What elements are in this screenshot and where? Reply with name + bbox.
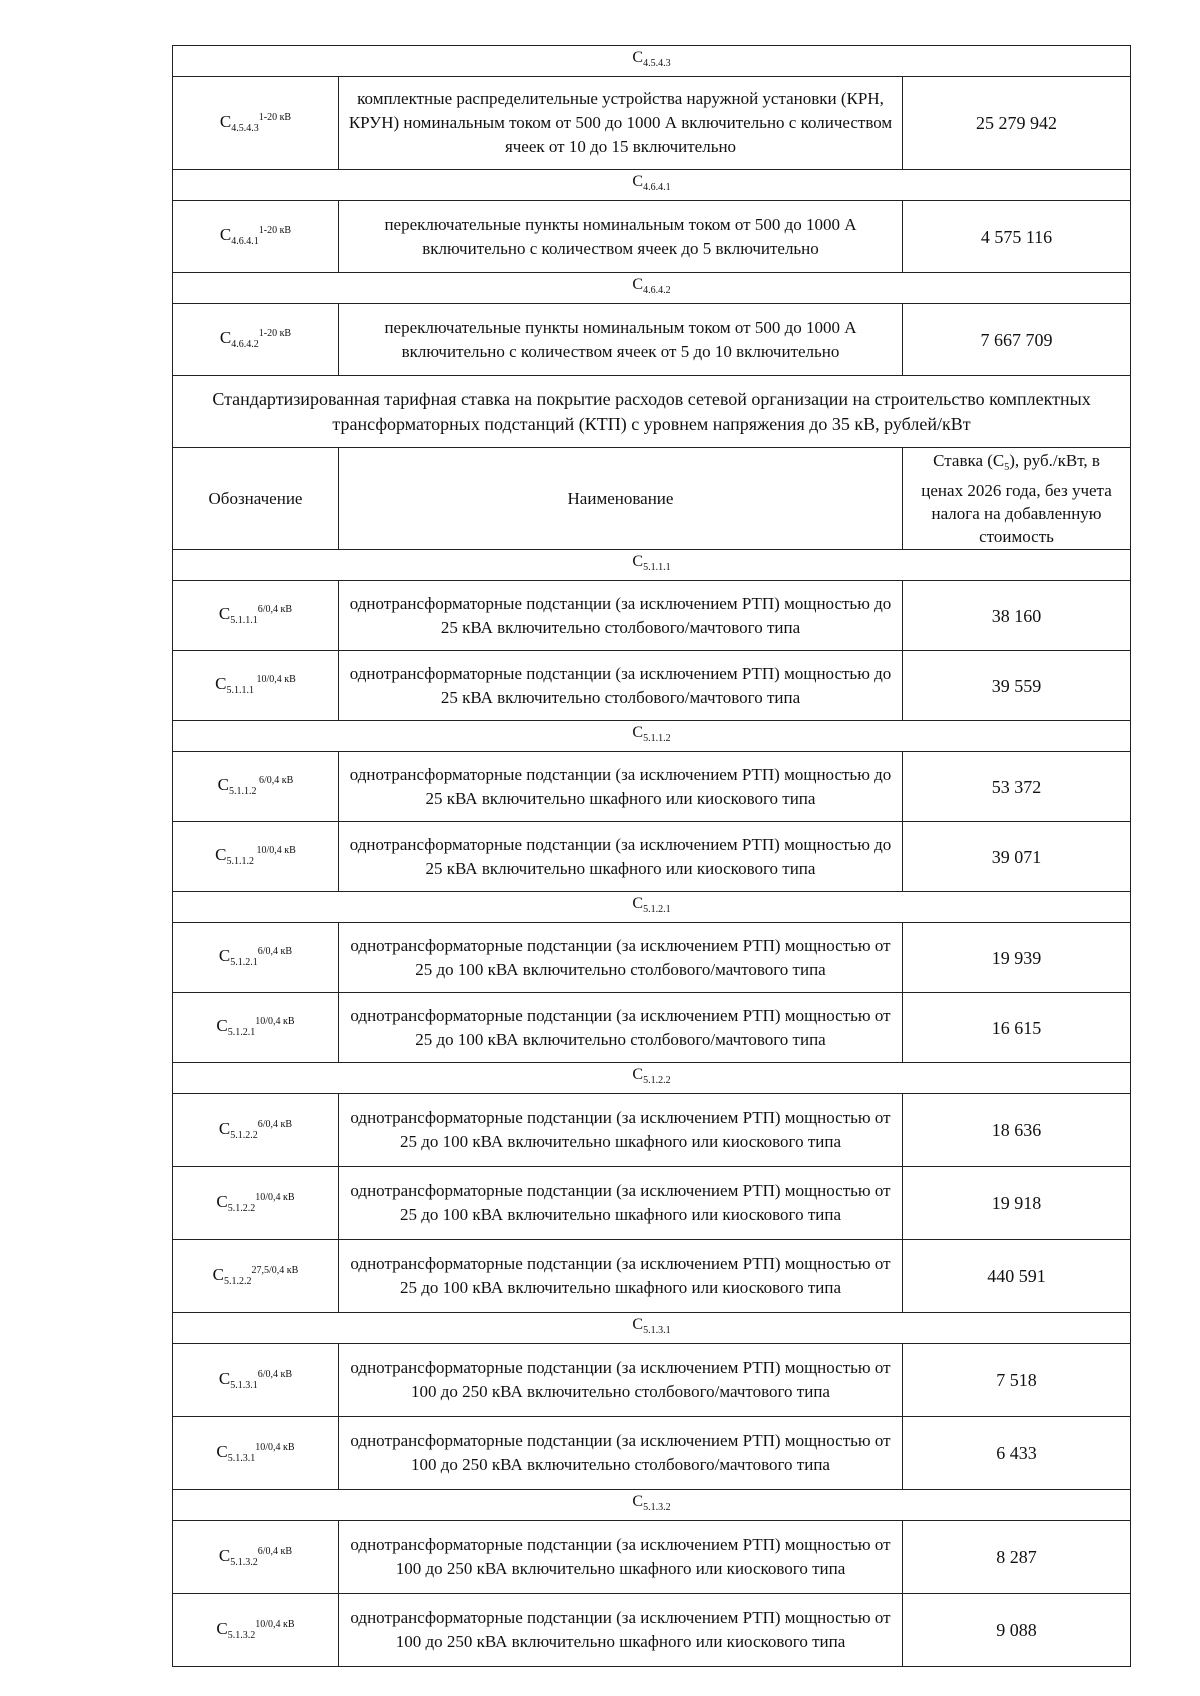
group-header-row xyxy=(173,273,1131,304)
rate-value: 7 667 709 xyxy=(903,304,1131,376)
rate-code-base: C xyxy=(215,674,227,693)
rate-code-subscript: 5.1.3.2 xyxy=(230,1556,258,1568)
rate-description: однотрансформаторные подстанции (за исключением РТП) мощностью от 100 до 250 кВА включительно столбового/мачтового типа xyxy=(339,1344,903,1417)
group-code-base: C xyxy=(632,724,644,741)
rate-code-voltage: 1-20 кВ xyxy=(258,225,292,236)
substation-rates-body xyxy=(173,550,1131,1667)
section-title: Стандартизированная тарифная ставка на покрытие расходов сетевой организации на строительство комплектных трансформаторных подстанций (КТП) с уровнем напряжения до 35 кВ, рублей/кВт xyxy=(173,376,1131,448)
rate-code xyxy=(173,993,339,1063)
group-code-base: C xyxy=(632,49,644,66)
rate-code-voltage: 10/0,4 кВ xyxy=(255,1191,295,1203)
rate-description: однотрансформаторные подстанции (за исключением РТП) мощностью от 100 до 250 кВА включительно столбового/мачтового типа xyxy=(339,1417,903,1490)
rate-value: 18 636 xyxy=(903,1094,1131,1167)
rate-code-base: C xyxy=(216,1191,228,1211)
rate-code xyxy=(173,1344,339,1417)
rate-code-voltage: 6/0,4 кВ xyxy=(257,604,293,615)
group-code xyxy=(173,1063,1131,1094)
group-code-subscript: 5.1.2.2 xyxy=(643,1075,671,1086)
table-row xyxy=(173,1417,1131,1490)
group-code-base: C xyxy=(632,1493,644,1510)
rate-code-voltage: 10/0,4 кВ xyxy=(255,1618,295,1630)
rate-code xyxy=(173,1521,339,1594)
group-code-subscript: 4.5.4.3 xyxy=(643,58,671,69)
table-row xyxy=(173,752,1131,822)
table-row xyxy=(173,581,1131,651)
rate-code-subscript: 5.1.2.1 xyxy=(230,957,258,968)
rate-code xyxy=(173,752,339,822)
rate-code-voltage: 1-20 кВ xyxy=(258,111,292,123)
rate-code-voltage: 27,5/0,4 кВ xyxy=(251,1264,299,1276)
group-code xyxy=(173,1490,1131,1521)
group-header-row xyxy=(173,1490,1131,1521)
rate-description: однотрансформаторные подстанции (за исключением РТП) мощностью от 100 до 250 кВА включительно шкафного или киоскового типа xyxy=(339,1521,903,1594)
rate-code-subscript: 4.6.4.1 xyxy=(231,236,259,247)
group-code xyxy=(173,1313,1131,1344)
rate-value: 7 518 xyxy=(903,1344,1131,1417)
rate-code-base: C xyxy=(218,604,231,623)
rate-code-subscript: 5.1.2.2 xyxy=(224,1275,252,1287)
rate-code-voltage: 10/0,4 кВ xyxy=(254,845,296,856)
rate-code-base: C xyxy=(219,225,232,244)
rate-code xyxy=(173,923,339,993)
group-code-base: C xyxy=(632,1066,644,1083)
rate-code-voltage: 10/0,4 кВ xyxy=(254,674,296,685)
rate-code-subscript: 5.1.1.2 xyxy=(226,856,255,867)
group-header-row xyxy=(173,721,1131,752)
rate-value: 6 433 xyxy=(903,1417,1131,1490)
rate-code-base: C xyxy=(219,328,232,347)
group-code-subscript: 4.6.4.2 xyxy=(643,285,671,296)
rate-code-base: C xyxy=(216,1618,228,1638)
table-row xyxy=(173,651,1131,721)
tariff-table xyxy=(172,45,1131,1667)
rate-code-subscript: 5.1.2.2 xyxy=(227,1202,256,1214)
rate-value: 440 591 xyxy=(903,1240,1131,1313)
rate-value: 19 918 xyxy=(903,1167,1131,1240)
rate-description: однотрансформаторные подстанции (за исключением РТП) мощностью от 25 до 100 кВА включительно столбового/мачтового типа xyxy=(339,993,903,1063)
rate-code-base: C xyxy=(219,111,232,131)
group-header-row xyxy=(173,170,1131,201)
rate-description: однотрансформаторные подстанции (за исключением РТП) мощностью от 25 до 100 кВА включительно шкафного или киоскового типа xyxy=(339,1094,903,1167)
table-row xyxy=(173,1240,1131,1313)
rate-code-voltage: 10/0,4 кВ xyxy=(255,1016,295,1027)
rate-code-base: C xyxy=(218,1368,231,1388)
group-header-row xyxy=(173,1313,1131,1344)
column-header-code: Обозначение xyxy=(173,448,339,550)
rate-code-subscript: 5.1.1.1 xyxy=(226,685,255,696)
rate-code-subscript: 5.1.2.2 xyxy=(230,1129,258,1141)
rate-description: комплектные распределительные устройства наружной установки (КРН, КРУН) номинальным током от 500 до 1000 А включительно с количеством ячеек от 10 до 15 включительно xyxy=(339,77,903,170)
rate-description: однотрансформаторные подстанции (за исключением РТП) мощностью до 25 кВА включительно столбового/мачтового типа xyxy=(339,581,903,651)
group-header-row xyxy=(173,46,1131,77)
group-code-base: C xyxy=(632,1316,644,1333)
rate-code-voltage: 6/0,4 кВ xyxy=(257,1545,293,1557)
rate-code-voltage: 6/0,4 кВ xyxy=(257,946,293,957)
table-row xyxy=(173,1094,1131,1167)
group-code-subscript: 5.1.1.1 xyxy=(643,562,671,573)
tariff-document xyxy=(172,45,1130,1667)
rate-code-base: C xyxy=(212,1264,225,1284)
column-header-rate xyxy=(903,448,1131,550)
group-code xyxy=(173,170,1131,201)
rate-code xyxy=(173,1094,339,1167)
rate-code-voltage: 1-20 кВ xyxy=(258,328,292,339)
rate-value: 25 279 942 xyxy=(903,77,1131,170)
table-row xyxy=(173,923,1131,993)
rate-code-subscript: 5.1.1.1 xyxy=(230,615,258,626)
rate-value: 53 372 xyxy=(903,752,1131,822)
rate-code xyxy=(173,1240,339,1313)
group-code-subscript: 5.1.3.1 xyxy=(643,1325,671,1336)
group-code-base: C xyxy=(632,173,644,190)
rate-code-voltage: 6/0,4 кВ xyxy=(257,1118,293,1130)
rate-value: 4 575 116 xyxy=(903,201,1131,273)
table-row xyxy=(173,1521,1131,1594)
rate-code xyxy=(173,1594,339,1667)
group-code xyxy=(173,550,1131,581)
rate-code xyxy=(173,201,339,273)
group-code xyxy=(173,46,1131,77)
table-row xyxy=(173,304,1131,376)
rate-code xyxy=(173,304,339,376)
rate-code-subscript: 5.1.3.2 xyxy=(227,1629,256,1641)
rate-code xyxy=(173,822,339,892)
rate-code xyxy=(173,1167,339,1240)
rate-header-prefix: Ставка (С xyxy=(933,451,1005,470)
rate-header-suffix: ), руб./кВт, в ценах 2026 года, без учета налога на добавленную стоимость xyxy=(921,451,1112,546)
group-code xyxy=(173,892,1131,923)
rate-code-subscript: 5.1.1.2 xyxy=(229,786,257,797)
rate-value: 9 088 xyxy=(903,1594,1131,1667)
group-code xyxy=(173,721,1131,752)
rate-code-voltage: 6/0,4 кВ xyxy=(257,1368,293,1380)
rate-value: 19 939 xyxy=(903,923,1131,993)
rate-description: однотрансформаторные подстанции (за исключением РТП) мощностью до 25 кВА включительно шкафного или киоскового типа xyxy=(339,752,903,822)
rate-header-subscript: 5 xyxy=(1004,462,1010,473)
column-header-name: Наименование xyxy=(339,448,903,550)
group-header-row xyxy=(173,892,1131,923)
rate-code-base: C xyxy=(218,1545,231,1565)
table-row xyxy=(173,1344,1131,1417)
group-code-subscript: 5.1.2.1 xyxy=(643,904,671,915)
rate-code-base: C xyxy=(216,1441,228,1461)
group-code-subscript: 4.6.4.1 xyxy=(643,182,671,193)
group-code xyxy=(173,273,1131,304)
rate-value: 38 160 xyxy=(903,581,1131,651)
rate-code xyxy=(173,1417,339,1490)
rate-value: 39 071 xyxy=(903,822,1131,892)
section-header xyxy=(173,376,1131,550)
rate-code xyxy=(173,651,339,721)
switchgear-rates-body xyxy=(173,46,1131,376)
rate-code-subscript: 5.1.3.1 xyxy=(227,1452,256,1464)
rate-description: переключательные пункты номинальным током от 500 до 1000 А включительно с количеством ячеек до 5 включительно xyxy=(339,201,903,273)
rate-code-subscript: 4.5.4.3 xyxy=(231,122,259,134)
group-header-row xyxy=(173,550,1131,581)
rate-code-base: C xyxy=(217,775,230,794)
table-row xyxy=(173,993,1131,1063)
rate-value: 39 559 xyxy=(903,651,1131,721)
rate-description: однотрансформаторные подстанции (за исключением РТП) мощностью до 25 кВА включительно столбового/мачтового типа xyxy=(339,651,903,721)
rate-description: однотрансформаторные подстанции (за исключением РТП) мощностью до 25 кВА включительно шкафного или киоскового типа xyxy=(339,822,903,892)
table-row xyxy=(173,1594,1131,1667)
table-row xyxy=(173,1167,1131,1240)
rate-description: однотрансформаторные подстанции (за исключением РТП) мощностью от 25 до 100 кВА включительно столбового/мачтового типа xyxy=(339,923,903,993)
rate-code-base: C xyxy=(218,946,231,965)
rate-code xyxy=(173,77,339,170)
rate-code-voltage: 10/0,4 кВ xyxy=(255,1441,295,1453)
rate-value: 16 615 xyxy=(903,993,1131,1063)
rate-description: переключательные пункты номинальным током от 500 до 1000 А включительно с количеством ячеек от 5 до 10 включительно xyxy=(339,304,903,376)
rate-description: однотрансформаторные подстанции (за исключением РТП) мощностью от 25 до 100 кВА включительно шкафного или киоскового типа xyxy=(339,1240,903,1313)
group-code-base: C xyxy=(632,553,644,570)
table-row xyxy=(173,201,1131,273)
rate-code-subscript: 5.1.3.1 xyxy=(230,1379,258,1391)
group-code-base: C xyxy=(632,895,644,912)
rate-description: однотрансформаторные подстанции (за исключением РТП) мощностью от 25 до 100 кВА включительно шкафного или киоскового типа xyxy=(339,1167,903,1240)
group-code-subscript: 5.1.3.2 xyxy=(643,1502,671,1513)
group-code-base: C xyxy=(632,276,644,293)
rate-value: 8 287 xyxy=(903,1521,1131,1594)
table-row xyxy=(173,77,1131,170)
rate-code-base: C xyxy=(216,1016,228,1035)
rate-code-base: C xyxy=(215,845,227,864)
rate-code-subscript: 4.6.4.2 xyxy=(231,339,259,350)
rate-description: однотрансформаторные подстанции (за исключением РТП) мощностью от 100 до 250 кВА включительно шкафного или киоскового типа xyxy=(339,1594,903,1667)
rate-code-base: C xyxy=(218,1118,231,1138)
rate-code xyxy=(173,581,339,651)
group-header-row xyxy=(173,1063,1131,1094)
group-code-subscript: 5.1.1.2 xyxy=(643,733,671,744)
rate-code-voltage: 6/0,4 кВ xyxy=(256,775,294,786)
rate-code-subscript: 5.1.2.1 xyxy=(227,1027,256,1038)
table-row xyxy=(173,822,1131,892)
